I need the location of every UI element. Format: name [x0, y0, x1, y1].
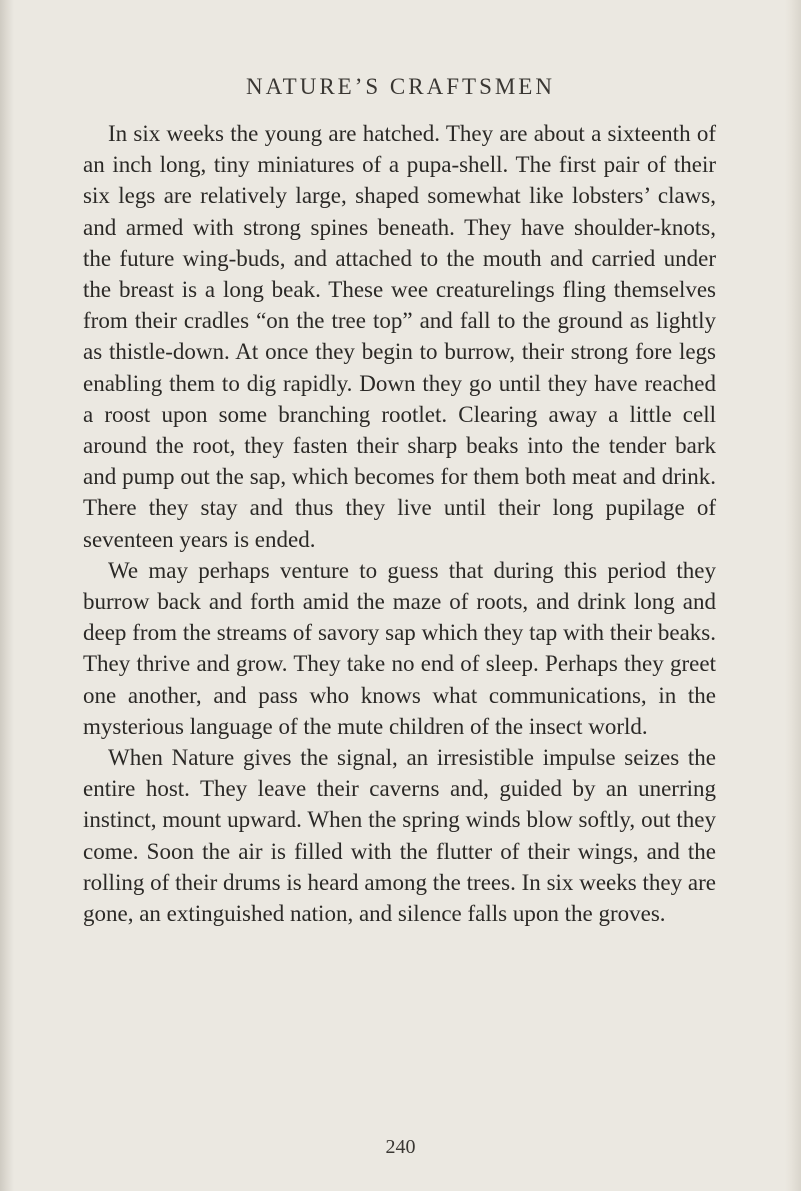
page-edge-right	[785, 0, 801, 1191]
paragraph-2: We may perhaps venture to guess that during this period they burrow back and forth amid the maze of roots, and drink long and deep from the streams of savory sap which they tap with their beaks. They thrive and grow. They take no end of sleep. Perhaps they greet one another, and pass who knows what communications, in the mysterious language of the mute children of the insect world.	[83, 557, 716, 739]
paragraph-1: In six weeks the young are hatched. They are about a sixteenth of an inch long, tiny miniatures of a pupa-shell. The first pair of their six legs are relatively large, shaped somewhat like lobsters’ claws, and armed with strong spines beneath. They have shoulder-knots, the future wing-buds, and attached to the mouth and carried under the breast is a long beak. These wee creaturelings fling themselves from their cradles “on the tree top” and fall to the ground as lightly as thistle-down. At once they begin to burrow, their strong fore legs enabling them to dig rapidly. Down they go until they have reached a roost upon some branching rootlet. Clearing away a little cell around the root, they fasten their sharp beaks into the tender bark and pump out the sap, which becomes for them both meat and drink. There they stay and thus they live until their long pupilage of seventeen years is ended.	[83, 121, 716, 552]
running-head: NATURE’S CRAFTSMEN	[246, 74, 555, 99]
body-text	[83, 118, 716, 929]
paragraph-3: When Nature gives the signal, an irresistible impulse seizes the entire host. They leave their caverns and, guided by an unerring instinct, mount upward. When the spring winds blow softly, out they come. Soon the air is filled with the flutter of their wings, and the rolling of their drums is heard among the trees. In six weeks they are gone, an extinguished nation, and silence falls upon the groves.	[83, 745, 716, 927]
page-edge-left	[0, 0, 14, 1191]
page-number: 240	[385, 1136, 416, 1158]
